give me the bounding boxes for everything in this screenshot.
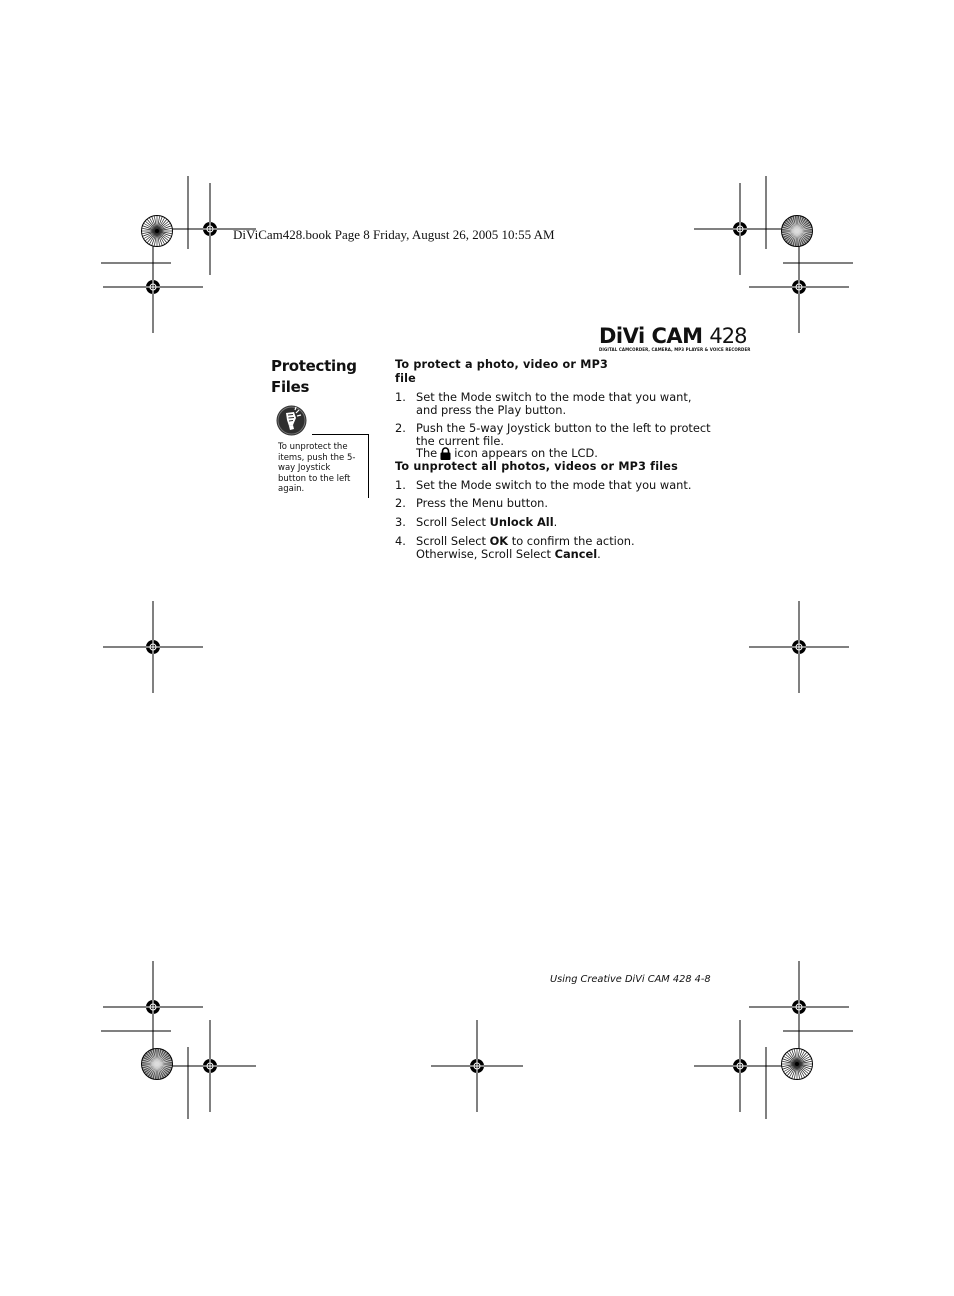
protect-heading: To protect a photo, video or MP3 file [395,358,608,385]
section-title: Protecting Files [271,357,357,396]
list-item: 2. Push the 5-way Joystick button to the left to protect the current file. The icon appears on the LCD. [395,422,715,460]
registration-wheel [782,1049,813,1080]
list-item: 2. Press the Menu button. [395,496,548,511]
unprotect-heading: To unprotect all photos, videos or MP3 files [395,460,678,474]
list-item: 1. Set the Mode switch to the mode that you want, and press the Play button. [395,390,692,418]
lock-icon [440,447,451,460]
registration-crosshair [694,183,786,275]
registration-crosshair [749,241,849,333]
registration-crosshair [103,241,203,333]
crop-lines [101,176,853,1119]
book-header-line: DiViCam428.book Page 8 Friday, August 26, 2005 10:55 AM [233,227,555,242]
registration-crosshair [103,961,203,1053]
registration-wheel [782,216,813,247]
divicam-logo [599,324,751,353]
logo-model: 428 [709,324,747,348]
tip-note: To unprotect the items, push the 5-way Joystick button to the left again. [278,442,356,494]
page-footer: Using Creative DiVi CAM 428 4-8 [550,974,711,985]
list-item: 1. Set the Mode switch to the mode that you want. [395,477,692,492]
list-item: 3. Scroll Select Unlock All. [395,515,558,530]
registration-crosshair [431,1020,523,1112]
protect-steps [395,391,715,460]
logo-tagline: DIGITAL CAMCORDER, CAMERA, MP3 PLAYER & VOICE RECORDER [599,347,751,352]
unprotect-steps [395,479,715,562]
registration-crosshair [164,1020,256,1112]
logo-wordmark [599,324,747,348]
registration-crosshair [103,601,203,693]
lightbulb-hand-icon [276,405,307,436]
registration-crosshair [749,961,849,1053]
registration-wheel [142,216,173,247]
list-item: 4. Scroll Select OK to confirm the action. Otherwise, Scroll Select Cancel. [395,533,635,562]
registration-crosshair [694,1020,786,1112]
logo-brand: DiVi CAM [599,324,703,348]
registration-wheel [142,1049,173,1080]
registration-crosshairs [103,183,849,1112]
lock-note: The icon appears on the LCD. [416,446,598,461]
main-content [395,358,715,561]
registration-crosshair [749,601,849,693]
